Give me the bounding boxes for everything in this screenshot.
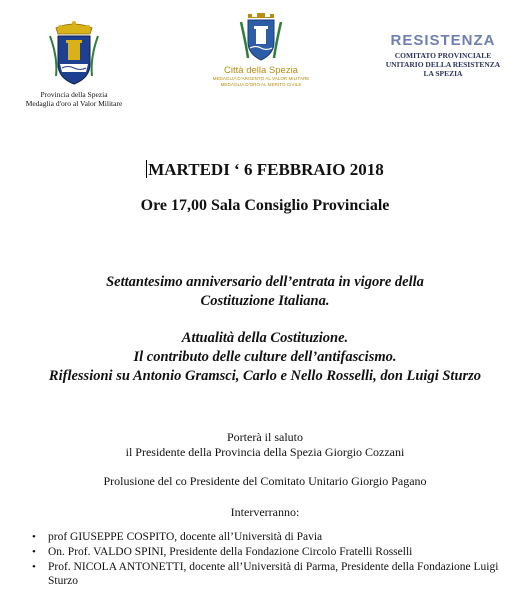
speaker-text: On. Prof. VALDO SPINI, Presidente della Fondazione Circolo Fratelli Rosselli — [48, 546, 413, 558]
provincia-logo-block — [14, 18, 134, 108]
intro-paragraph — [0, 273, 530, 311]
intro-line-1: Settantesimo anniversario dell’entrata in vigore della — [106, 274, 424, 290]
speakers-list — [30, 530, 526, 589]
event-date — [0, 160, 530, 180]
citta-name: Città della Spezia — [224, 65, 298, 76]
bullet-icon: • — [32, 531, 36, 543]
event-place: Ore 17,00 Sala Consiglio Provinciale — [140, 197, 390, 214]
saluto-line-1: Porterà il saluto — [227, 430, 303, 444]
bullet-icon: • — [32, 561, 36, 573]
speaker-item — [30, 530, 526, 544]
prolusione-text: Prolusione del co Presidente del Comitato Unitario Giorgio Pagano — [103, 474, 427, 488]
resistenza-caption-2: UNITARIO DELLA RESISTENZA — [385, 60, 501, 69]
intro-line-2: Costituzione Italiana. — [200, 293, 330, 309]
citta-subtitle-1: MEDAGLIA D'ARGENTO AL VALOR MILITARE — [212, 76, 310, 81]
event-date-text: MARTEDI ‘ 6 FEBBRAIO 2018 — [148, 160, 384, 179]
saluto-block — [0, 430, 530, 460]
speaker-item — [30, 560, 526, 588]
topic-paragraph — [0, 329, 530, 386]
resistenza-logo-block — [380, 32, 506, 78]
resistenza-logo-text: RESISTENZA — [390, 32, 496, 49]
provincia-caption-1: Provincia della Spezia — [40, 90, 108, 99]
speaker-text: Prof. NICOLA ANTONETTI, docente all’Università di Parma, Presidente della Fondazione Luigi Sturzo — [48, 561, 499, 587]
saluto-line-2: il Presidente della Provincia della Spezia Giorgio Cozzani — [125, 445, 405, 459]
citta-logo-block — [205, 8, 317, 88]
topic-line-2: Il contributo delle culture dell’antifascismo. — [133, 349, 397, 365]
bullet-icon: • — [32, 546, 36, 558]
resistenza-caption-3: LA SPEZIA — [423, 69, 463, 78]
interverranno-label: Interverranno: — [230, 505, 300, 519]
resistenza-caption-1: COMITATO PROVINCIALE — [394, 51, 492, 60]
citta-coat-of-arms-icon — [238, 8, 284, 64]
topic-line-3: Riflessioni su Antonio Gramsci, Carlo e Nello Rosselli, don Luigi Sturzo — [48, 368, 482, 384]
speaker-item — [30, 545, 526, 559]
citta-subtitle-2: MEDAGLIA D'ORO AL MERITO CIVILE — [220, 82, 302, 87]
provincia-coat-of-arms-icon — [46, 18, 102, 88]
provincia-caption-2: Medaglia d'oro al Valor Militare — [25, 99, 123, 108]
speaker-text: prof GIUSEPPE COSPITO, docente all’Università di Pavia — [48, 531, 323, 543]
topic-line-1: Attualità della Costituzione. — [181, 330, 349, 346]
